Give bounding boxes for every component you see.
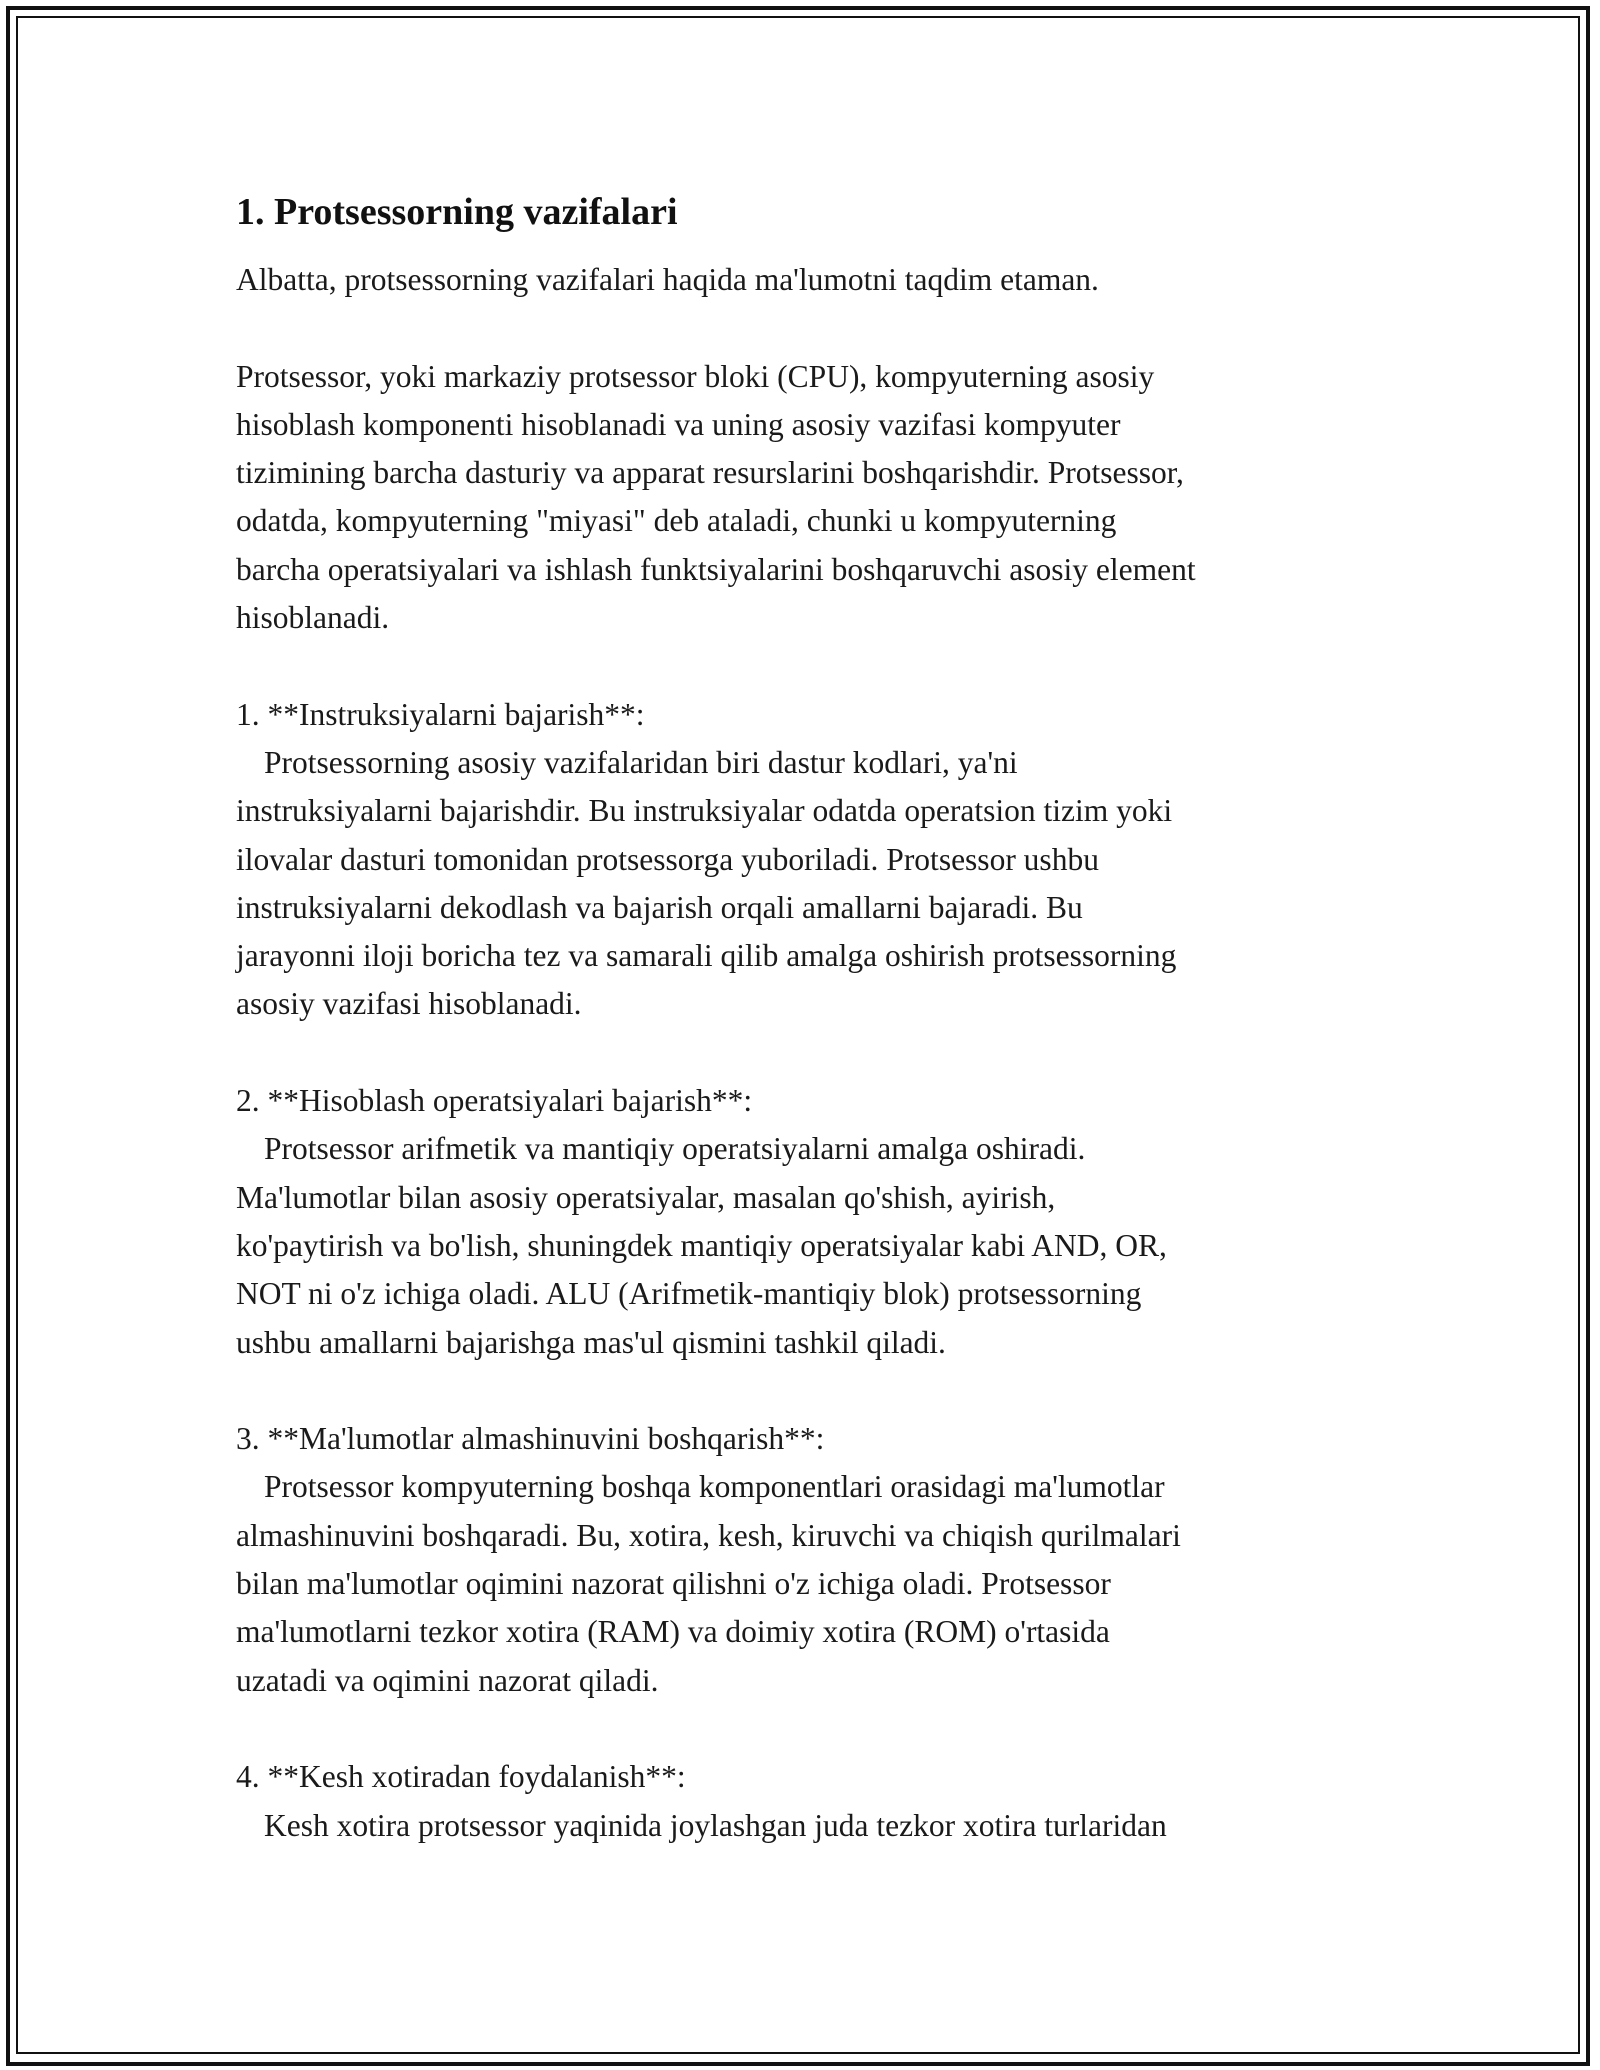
section-first-line (236, 1802, 1366, 1850)
section-3 (236, 1415, 1366, 1705)
section-first-line-text: Protsessor arifmetik va mantiqiy operatsiyalarni amalga oshiradi. (264, 1131, 1086, 1167)
paragraph-gap (236, 1029, 1366, 1077)
document-page (236, 188, 1366, 1850)
section-heading: 2. **Hisoblash operatsiyalari bajarish**: (236, 1083, 753, 1119)
section-heading: 4. **Kesh xotiradan foydalanish**: (236, 1759, 686, 1795)
section-4 (236, 1753, 1366, 1850)
paragraph-gap (236, 642, 1366, 690)
paragraph-gap (236, 1367, 1366, 1415)
section-heading: 1. **Instruksiyalarni bajarish**: (236, 696, 645, 732)
section-first-line-text: Protsessor kompyuterning boshqa komponentlari orasidagi ma'lumotlar (264, 1469, 1165, 1505)
section-first-line (236, 1125, 1366, 1173)
section-1 (236, 691, 1366, 1029)
section-2 (236, 1077, 1366, 1367)
overview-paragraph: Protsessor, yoki markaziy protsessor bloki (CPU), kompyuterning asosiy hisoblash komponenti hisoblanadi va uning asosiy vazifasi kompyuter tizimining barcha dasturiy va apparat resurslarini boshqarishdir. Protsessor, odatda, kompyuterning "miyasi" deb ataladi, chunki u kompyuterning barcha operatsiyalari va ishlash funktsiyalarini boshqaruvchi asosiy element hisoblanadi. (236, 358, 1196, 636)
paragraph-gap (236, 304, 1366, 352)
section-first-line-text: Kesh xotira protsessor yaqinida joylashgan juda tezkor xotira turlaridan (264, 1807, 1167, 1843)
section-body: Ma'lumotlar bilan asosiy operatsiyalar, masalan qo'shish, ayirish, ko'paytirish va bo'lish, shuningdek mantiqiy operatsiyalar kabi AND, OR, NOT ni o'z ichiga oladi. ALU (Arifmetik-mantiqiy blok) protsessorning ushbu amallarni bajarishga mas'ul qismini tashkil qiladi. (236, 1179, 1167, 1360)
section-body: instruksiyalarni bajarishdir. Bu instruksiyalar odatda operatsion tizim yoki ilovalar dasturi tomonidan protsessorga yuboriladi. Protsessor ushbu instruksiyalarni dekodlash va bajarish orqali amallarni bajaradi. Bu jarayonni iloji boricha tez va samarali qilib amalga oshirish protsessorning asosiy vazifasi hisoblanadi. (236, 793, 1177, 1022)
section-first-line (236, 1463, 1366, 1511)
section-first-line-text: Protsessorning asosiy vazifalaridan biri dastur kodlari, ya'ni (264, 744, 1018, 780)
section-heading: 3. **Ma'lumotlar almashinuvini boshqarish**: (236, 1421, 825, 1457)
paragraph-gap (236, 1705, 1366, 1753)
intro-paragraph: Albatta, protsessorning vazifalari haqida ma'lumotni taqdim etaman. (236, 262, 1099, 297)
section-first-line (236, 739, 1366, 787)
document-title: 1. Protsessorning vazifalari (236, 191, 678, 233)
section-body: almashinuvini boshqaradi. Bu, xotira, kesh, kiruvchi va chiqish qurilmalari bilan ma'lumotlar oqimini nazorat qilishni o'z ichiga oladi. Protsessor ma'lumotlarni tezkor xotira (RAM) va doimiy xotira (ROM) o'rtasida uzatadi va oqimini nazorat qiladi. (236, 1517, 1181, 1698)
